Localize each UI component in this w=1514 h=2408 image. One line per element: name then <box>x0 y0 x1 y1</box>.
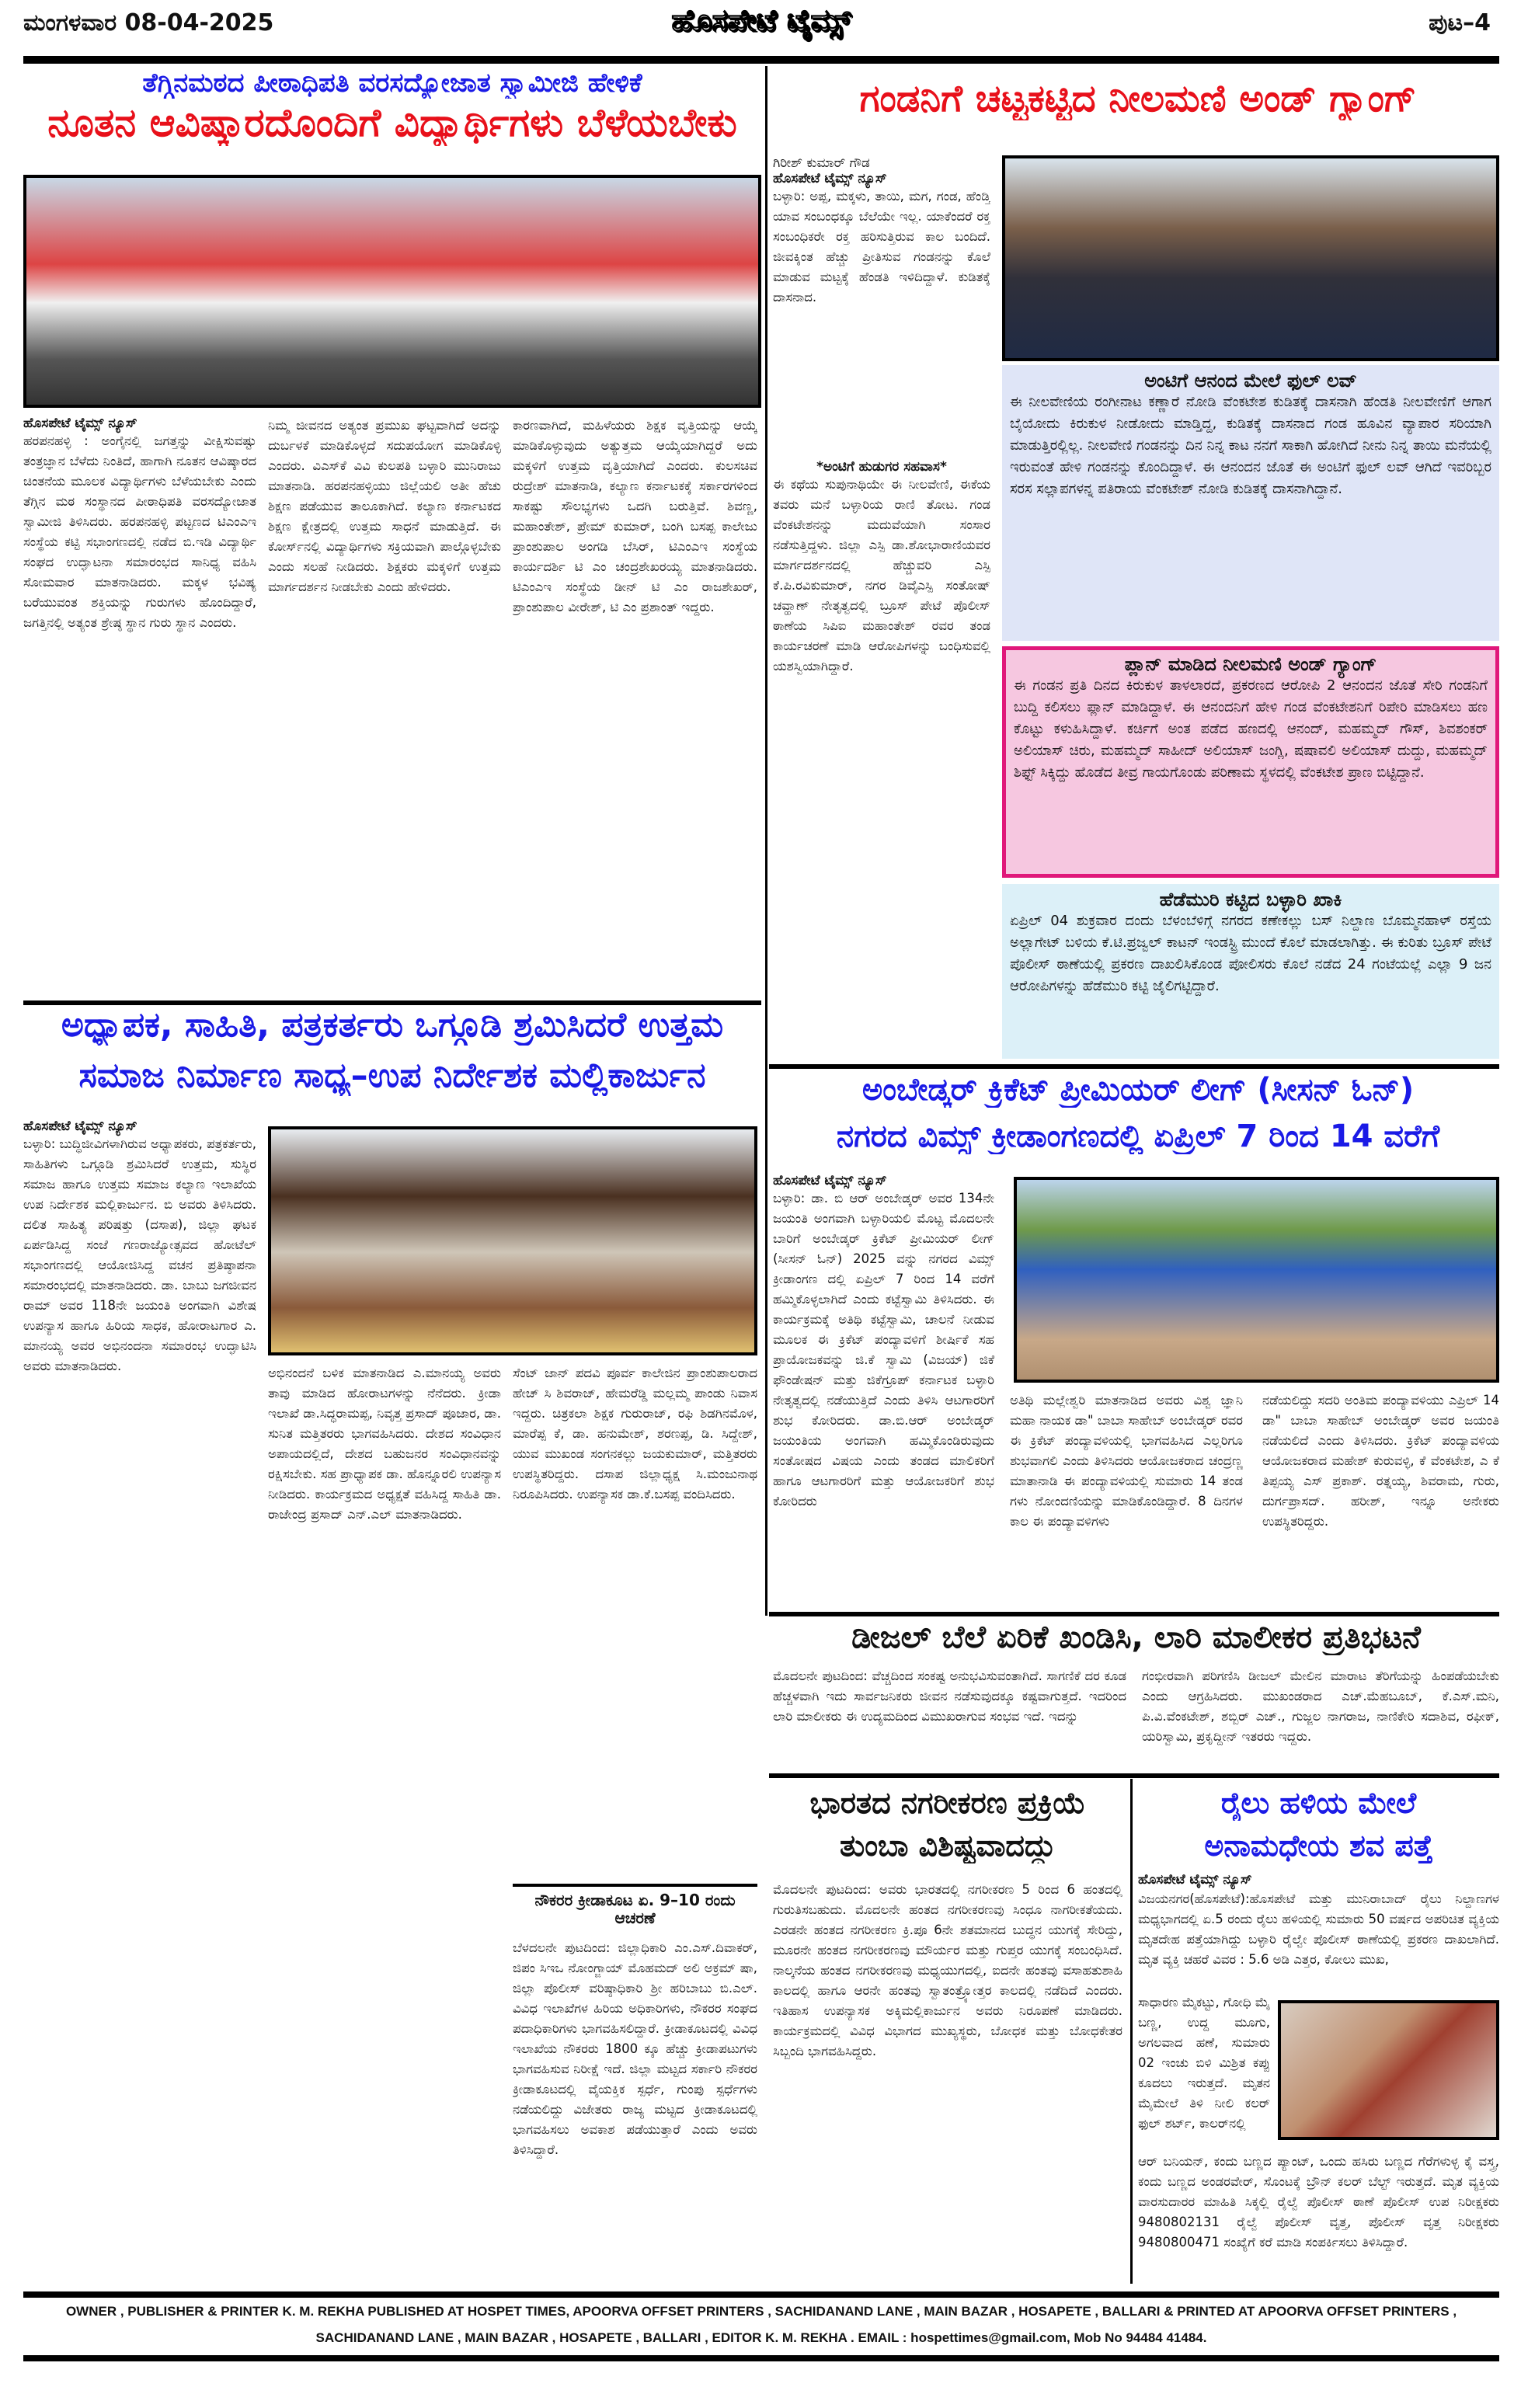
story3-headline-line1: ಅಂಬೇಡ್ಕರ್ ಕ್ರಿಕೆಟ್ ಪ್ರೀಮಿಯರ್ ಲೀಗ್ (ಸೀಸನ್ ಓನ್) <box>861 1072 1415 1108</box>
story1-col1-text: ಹರಪನಹಳ್ಳಿ : ಅಂಗೈನಲ್ಲಿ ಜಗತ್ತನ್ನು ವೀಕ್ಷಿಸುವಷ್ಟು ತಂತ್ರಜ್ಞಾನ ಬೆಳೆದು ನಿಂತಿದೆ, ಹಾಗಾಗಿ ನೂತನ ಆವಿಷ್ಕಾರದ ಚಿಂತನೆಯ ಮೂಲಕ ವಿದ್ಯಾರ್ಥಿಗಳು ಬೆಳೆಯಬೇಕು ಎಂದು ತೆಗ್ಗಿನ ಮಠ ಸಂಸ್ಥಾನದ ಪೀಠಾಧಿಪತಿ ವರಸದ್ಯೋಜಾತ ಸ್ವಾಮೀಜಿ ತಿಳಿಸಿದರು. ಹರಪನಹಳ್ಳಿ ಪಟ್ಟಣದ ಟಿಎಂಎಇ ಸಂಸ್ಥೆಯ ಕಟ್ಟಿ ಸಭಾಂಗಣದಲ್ಲಿ ನಡೆದ ಬಿ.ಇಡಿ ವಿದ್ಯಾರ್ಥಿ ಸಂಘದ ಉದ್ಘಾಟನಾ ಸಮಾರಂಭದ ಸಾನಿಧ್ಯ ವಹಿಸಿ ಸೋಮವಾರ ಮಾತನಾಡಿದರು. ಮಕ್ಕಳ ಭವಿಷ್ಯ ಬರೆಯುವಂತ ಶಕ್ತಿಯನ್ನು ಗುರುಗಳು ಹೊಂದಿದ್ದಾರೆ, ಜಗತ್ತಿನಲ್ಲಿ ಅತ್ಯಂತ ಶ್ರೇಷ್ಠ ಸ್ಥಾನ ಗುರು ಸ್ಥಾನ ಎಂದರು. <box>23 433 256 630</box>
page-number: ಪುಟ–4 <box>1429 9 1491 37</box>
story8-headline-line1: ರೈಲು ಹಳಿಯ ಮೇಲೆ <box>1220 1787 1417 1820</box>
story1-kicker: ತೆಗ್ಗಿನಮಠದ ಪೀಠಾಧಿಪತಿ ವರಸದ್ಯೋಜಾತ ಸ್ವಾಮೀಜಿ ಹೇಳಿಕೆ <box>142 68 642 99</box>
story4-byline: ಹೊಸಪೇಟೆ ಟೈಮ್ಸ್ ನ್ಯೂಸ್ <box>23 1119 137 1134</box>
story3-col2-text: ಅತಿಥಿ ಮಲ್ಲೇಶ್ವರಿ ಮಾತನಾಡಿದ ಅವರು ವಿಶ್ವ ಜ್ಞಾನಿ ಮಹಾ ನಾಯಕ ಡಾ" ಬಾಬಾ ಸಾಹೇಬ್ ಅಂಬೇಡ್ಕರ್ ರವರ ಈ ಕ್ರಿಕೆಟ್ ಪಂದ್ಯಾವಳಿಯಲ್ಲಿ ಭಾಗವಹಿಸಿದ ಎಲ್ಲರಿಗೂ ಶುಭವಾಗಲಿ ಎಂದು ತಿಳಿಸಿದರು ಆಯೋಜಕರಾದ ಚಂದ್ರಣ್ಣ ಮಾತಾನಾಡಿ ಈ ಪಂದ್ಯಾವಳಿಯಲ್ಲಿ ಸುಮಾರು 14 ತಂಡ ಗಳು ನೋಂದಣಿಯನ್ನು ಮಾಡಿಕೊಂಡಿದ್ದಾರೆ. 8 ದಿನಗಳ ಕಾಲ ಈ ಪಂದ್ಯಾವಳಿಗಳು <box>1010 1393 1243 1529</box>
section-rule <box>513 1884 757 1887</box>
story2-body2: ಈ ಕಥೆಯ ಸುಪುನಾಥಿಯೇ ಈ ನೀಲವೇಣಿ, ಈಕೆಯ ತವರು ಮನೆ ಬಳ್ಳಾರಿಯ ರಾಣಿ ತೋಟ. ಗಂಡ ವೆಂಕಟೇಶನನ್ನು ಮದುವೆಯಾಗಿ ಸಂಸಾರ ನಡೆಸುತ್ತಿದ್ದಳು. ಜಿಲ್ಲಾ ಎಸ್ಪಿ ಡಾ.ಶೋಭಾರಾಣಿಯವರ ಮಾರ್ಗದರ್ಶನದಲ್ಲಿ ಹೆಚ್ಚುವರಿ ಎಸ್ಪಿ ಕೆ.ಪಿ.ರವಿಕುಮಾರ್, ನಗರ ಡಿವೈಎಸ್ಪಿ ಸಂತೋಷ್ ಚವ್ಹಾಣ್ ನೇತೃತ್ವದಲ್ಲಿ ಬ್ರೂಸ್ ಪೇಟೆ ಪೊಲೀಸ್ ಠಾಣೆಯ ಸಿಪಿಐ ಮಹಾಂತೇಶ್ ರವರ ತಂಡ ಕಾರ್ಯಚರಣೆ ಮಾಡಿ ಆರೋಪಿಗಳನ್ನು ಬಂಧಿಸುವಲ್ಲಿ ಯಶಸ್ವಿಯಾಗಿದ್ದಾರೆ. <box>773 477 990 673</box>
story3-byline: ಹೊಸಪೇಟೆ ಟೈಮ್ಸ್ ನ್ಯೂಸ್ <box>773 1173 887 1188</box>
story8-headline-line2: ಅನಾಮಧೇಯ ಶವ ಪತ್ತೆ <box>1204 1829 1433 1863</box>
story1-col2-text: ನಿಮ್ಮ ಜೀವನದ ಅತ್ಯಂತ ಪ್ರಮುಖ ಘಟ್ಟವಾಗಿದೆ ಅದನ್ನು ದುರ್ಬಳಕೆ ಮಾಡಿಕೊಳ್ಳದೆ ಸದುಪಯೋಗ ಮಾಡಿಕೊಳ್ಳಿ ಎಂದರು. ವಿಎಸ್‌ಕೆ ವಿವಿ ಕುಲಪತಿ ಬಳ್ಳಾರಿ ಮುನಿರಾಜು ಮಾತನಾಡಿ. ಹರಪನಹಳ್ಳಿಯು ಜಿಲ್ಲೆಯಲಿ ಅತೀ ಹೆಚು ಶಿಕ್ಷಣ ಪಡೆಯುವ ತಾಲೂಕಾಗಿದೆ. ಕಲ್ಯಾಣ ಕರ್ನಾಟಕದ ಶಿಕ್ಷಣ ಕ್ಷೇತ್ರದಲ್ಲಿ ಉತ್ತಮ ಸಾಧನೆ ಮಾಡುತ್ತಿದೆ. ಈ ಕೋರ್ಸ್‌ನಲ್ಲಿ ವಿದ್ಯಾರ್ಥಿಗಳು ಸಕ್ರಿಯವಾಗಿ ಪಾಲ್ಗೊಳ್ಳಬೇಕು ಎಂದು ಸಲಹೆ ನೀಡಿದರು. ಶಿಕ್ಷಕರು ಮಕ್ಕಳಿಗೆ ಉತ್ತಮ ಮಾರ್ಗದರ್ಶನ ನೀಡಬೇಕು ಎಂದು ಹೇಳಿದರು. <box>268 418 501 594</box>
box-love-title: ಅಂಟಿಗೆ ಆನಂದ ಮೇಲೆ ಫುಲ್ ಲವ್ <box>1144 370 1357 391</box>
story6-headline: ಡೀಜಲ್ ಬೆಲೆ ಏರಿಕೆ ಖಂಡಿಸಿ, ಲಾರಿ ಮಾಲೀಕರ ಪ್ರತಿಭಟನೆ <box>851 1620 1421 1655</box>
story4-headline-line1: ಅಧ್ಯಾಪಕ, ಸಾಹಿತಿ, ಪತ್ರಕರ್ತರು ಒಗ್ಗೂಡಿ ಶ್ರಮಿಸಿದರೆ ಉತ್ತಮ <box>61 1006 724 1045</box>
story8-photo <box>1278 2000 1499 2140</box>
footer-line1: OWNER , PUBLISHER & PRINTER K. M. REKHA PUBLISHED AT HOSPET TIMES, APOORVA OFFSET PRINTERS , SACHIDANAND LANE , MAIN BAZAR , HOSAPETE , BALLARI & PRINTED AT APOORVA OFFSET PRINTERS , <box>65 2304 1457 2319</box>
footer-line2: SACHIDANAND LANE , MAIN BAZAR , HOSAPETE , BALLARI , EDITOR K. M. REKHA . EMAIL : hospettimes@gmail.com, Mob No 94484 41484. <box>315 2330 1207 2345</box>
story7-headline-line1: ಭಾರತದ ನಗರೀಕರಣ ಪ್ರಕ್ರಿಯೆ <box>809 1787 1086 1820</box>
box-plan <box>1002 646 1499 878</box>
story5-body: ಬೆಳದಲನೇ ಪುಟದಿಂದ: ಜಿಲ್ಲಾಧಿಕಾರಿ ಎಂ.ಎಸ್.ದಿವಾಕರ್, ಜಿಪಂ ಸಿಇಒ ನೋಂಗ್ಜಾಯ್ ಮೊಹಮದ್ ಅಲಿ ಅಕ್ರಮ್ ಷಾ, ಜಿಲ್ಲಾ ಪೊಲೀಸ್ ವರಿಷ್ಠಾಧಿಕಾರಿ ಶ್ರೀ ಹರಿಬಾಬು ಬಿ.ಎಲ್. ವಿವಿಧ ಇಲಾಖೆಗಳ ಹಿರಿಯ ಅಧಿಕಾರಿಗಳು, ನೌಕರರ ಸಂಘದ ಪದಾಧಿಕಾರಿಗಳು ಭಾಗವಹಿಸಲಿದ್ದಾರೆ. ಕ್ರೀಡಾಕೂಟದಲ್ಲಿ ವಿವಿಧ ಇಲಾಖೆಯ ನೌಕರರು 1800 ಕ್ಕೂ ಹೆಚ್ಚು ಕ್ರೀಡಾಪಟುಗಳು ಭಾಗವಹಿಸುವ ನಿರೀಕ್ಷೆ ಇದೆ. ಜಿಲ್ಲಾ ಮಟ್ಟದ ಸರ್ಕಾರಿ ನೌಕರರ ಕ್ರೀಡಾಕೂಟದಲ್ಲಿ ವೈಯಕ್ತಿಕ ಸ್ಪರ್ಧೆ, ಗುಂಪು ಸ್ಪರ್ಧೆಗಳು ನಡೆಯಲಿದ್ದು ವಿಜೇತರು ರಾಜ್ಯ ಮಟ್ಟದ ಕ್ರೀಡಾಕೂಟದಲ್ಲಿ ಭಾಗವಹಿಸಲು ಅವಕಾಶ ಪಡೆಯುತ್ತಾರೆ ಎಂದು ಅವರು ತಿಳಿಸಿದ್ದಾರೆ. <box>513 1940 757 2157</box>
story2-photo <box>1002 155 1499 361</box>
story8-body-side: ಸಾಧಾರಣ ಮೈಕಟ್ಟು, ಗೋಧಿ ಮೈ ಬಣ್ಣ, ಉದ್ದ ಮೂಗು, ಅಗಲವಾದ ಹಣೆ, ಸುಮಾರು 02 ಇಂಚು ಬಿಳಿ ಮಿಶ್ರಿತ ಕಪ್ಪು ಕೂದಲು ಇರುತ್ತದೆ. ಮೃತನ ಮೈಮೇಲೆ ತಿಳಿ ನೀಲಿ ಕಲರ್ ಫುಲ್ ಶರ್ಟ್, ಕಾಲರ್‌ನಲ್ಲಿ <box>1138 1995 1270 2131</box>
footer-rule-top <box>23 2291 1499 2298</box>
story8-byline: ಹೊಸಪೇಟೆ ಟೈಮ್ಸ್ ನ್ಯೂಸ್ <box>1138 1872 1252 1888</box>
masthead-rule <box>23 56 1499 64</box>
story4-headline-line2: ಸಮಾಜ ನಿರ್ಮಾಣ ಸಾಧ್ಯ–ಉಪ ನಿರ್ದೇಶಕ ಮಲ್ಲಿಕಾರ್ಜುನ <box>78 1056 706 1095</box>
column-divider <box>765 66 767 1072</box>
box-police <box>1002 884 1499 1059</box>
box-love <box>1002 365 1499 641</box>
story7-body: ಮೊದಲನೇ ಪುಟದಿಂದ: ಅವರು ಭಾರತದಲ್ಲಿ ನಗರೀಕರಣ 5 ರಿಂದ 6 ಹಂತದಲ್ಲಿ ಗುರುತಿಸಬಹುದು. ಮೊದಲನೇ ಹಂತದ ನಗರೀಕರಣವು ಸಿಂಧೂ ನಾಗರೀಕತೆಯದು. ಎರಡನೇ ಹಂತದ ನಗರೀಕರಣ ಕ್ರಿ.ಪೂ 6ನೇ ಶತಮಾನದ ಬುದ್ಧನ ಯುಗಕ್ಕೆ ಸೇರಿದ್ದು, ಮೂರನೇ ಹಂತದ ನಗರೀಕರಣವು ಮೌರ್ಯರ ಮತ್ತು ಗುಪ್ತರ ಯುಗಕ್ಕೆ ಸಂಬಂಧಿಸಿದೆ. ನಾಲ್ಕನೆಯ ಹಂತದ ನಗರೀಕರಣವು ಮಧ್ಯಯುಗದಲ್ಲಿ, ಐದನೇ ಹಂತವು ವಸಾಹತುಶಾಹಿ ಕಾಲದಲ್ಲಿ ಹಾಗೂ ಆರನೇ ಹಂತವು ಸ್ವಾತಂತ್ರ್ಯೋತ್ತರ ಕಾಲದಲ್ಲಿ ನಡೆದಿದೆ ಎಂದರು. ಇತಿಹಾಸ ಉಪನ್ಯಾಸಕ ಅಕ್ಕಿಮಲ್ಲಿಕಾರ್ಜುನ ಅವರು ನಿರೂಪಣೆ ಮಾಡಿದರು. ಕಾರ್ಯಕ್ರಮದಲ್ಲಿ ವಿವಿಧ ವಿಭಾಗದ ಮುಖ್ಯಸ್ಥರು, ಬೋಧಕ ಮತ್ತು ಬೋಧಕೇತರ ಸಿಬ್ಬಂದಿ ಭಾಗವಹಿಸಿದ್ದರು. <box>773 1882 1122 2058</box>
issue-date: ಮಂಗಳವಾರ 08-04-2025 <box>23 9 274 37</box>
story3-photo <box>1014 1177 1499 1383</box>
story2-author: ಗಿರೀಶ್ ಕುಮಾರ್ ಗೌಡ <box>773 155 870 171</box>
story4-photo <box>268 1126 757 1355</box>
story2-col <box>773 155 990 933</box>
story8-body-bottom: ಆರ್ ಬನಿಯನ್, ಕಂದು ಬಣ್ಣದ ಪ್ಯಾಂಟ್, ಒಂದು ಹಸಿರು ಬಣ್ಣದ ಗೆರೆಗಳುಳ್ಳ ಕೈ ವಸ್ತ್ರ, ಕಂದು ಬಣ್ಣದ ಅಂಡರವೇರ್, ಸೊಂಟಕ್ಕೆ ಬ್ರೌನ್ ಕಲರ್ ಬೆಲ್ಟ್ ಇರುತ್ತದೆ. ಮೃತ ವ್ಯಕ್ತಿಯ ವಾರಸುದಾರರ ಮಾಹಿತಿ ಸಿಕ್ಕಲ್ಲಿ ರೈಲ್ವೆ ಪೊಲೀಸ್ ಠಾಣೆ ಪೊಲೀಸ್ ಉಪ ನಿರೀಕ್ಷಕರು 9480802131 ರೈಲ್ವೆ ಪೊಲೀಸ್ ವೃತ್ತ, ಪೊಲೀಸ್ ವೃತ್ತ ನಿರೀಕ್ಷಕರು 9480800471 ಸಂಖ್ಯೆಗೆ ಕರೆ ಮಾಡಿ ಸಂಪರ್ಕಿಸಲು ತಿಳಿಸಿದ್ದಾರೆ. <box>1138 2154 1499 2250</box>
story3-col3-text: ನಡೆಯಲಿದ್ದು ಸದರಿ ಅಂತಿಮ ಪಂದ್ಯಾವಳಿಯು ಎಪ್ರಿಲ್ 14 ಡಾ" ಬಾಬಾ ಸಾಹೇಬ್ ಅಂಬೇಡ್ಕರ್ ಅವರ ಜಯಂತಿ ನಡೆಯಲಿದೆ ಎಂದು ತಿಳಿಸಿದರು. ಕ್ರಿಕೆಟ್ ಪಂದ್ಯಾವಳಿಯ ಆಯೋಜಕರಾದ ಮಹೇಶ್ ಕುರುವಳ್ಳಿ, ಕೆ ವೆಂಕಟೇಶ, ಎ ಕೆ ತಿಪ್ಪಯ್ಯ ಎಸ್ ಪ್ರಕಾಶ್. ರತ್ನಯ್ಯ, ಶಿವರಾಮ, ಗುರು, ದುರ್ಗಪ್ರಾಸದ್. ಹರೀಶ್, ಇನ್ನೂ ಅನೇಕರು ಉಪಸ್ಥಿತರಿದ್ದರು. <box>1262 1393 1499 1529</box>
box-plan-body: ಈ ಗಂಡನ ಪ್ರತಿ ದಿನದ ಕಿರುಕುಳ ತಾಳಲಾರದೆ, ಪ್ರಕರಣದ ಆರೋಪಿ 2 ಆನಂದನ ಜೊತೆ ಸೇರಿ ಗಂಡನಿಗೆ ಬುದ್ದಿ ಕಲಿಸಲು ಪ್ಲಾನ್ ಮಾಡಿದ್ದಾಳೆ. ಈ ಆನಂದನಿಗೆ ಹೇಳಿ ಗಂಡ ವೆಂಕಟೇಶನಿಗೆ ರಿಪೇರಿ ಮಾಡಿಸಲು ಹಣ ಕೊಟ್ಟು ಕಳುಹಿಸಿದ್ದಾಳೆ. ಕರ್ಚಿಗೆ ಅಂತ ಪಡೆದ ಹಣದಲ್ಲಿ ಆನಂದ್, ಮಹಮ್ಮದ್ ಗೌಸ್, ಶಿವಶಂಕರ್ ಅಲಿಯಾಸ್ ಚಿರು, ಮಹಮ್ಮದ್ ಸಾಹೀದ್ ಅಲಿಯಾಸ್ ಜಂಗ್ಲಿ, ಷಷಾವಲಿ ಅಲಿಯಾಸ್ ದುದ್ದು, ಮಹಮ್ಮದ್ ಶಿಫ್ಟ್ ಸಿಕ್ಕಿದ್ದು ಹೊಡೆದ ತೀವ್ರ ಗಾಯಗೊಂಡು ಪರಿಣಾಮ ಸ್ಥಳದಲ್ಲಿ ವೆಂಕಟೇಶ ಪ್ರಾಣ ಬಿಟ್ಟಿದ್ದಾನೆ. <box>1014 677 1488 781</box>
box-love-body: ಈ ನೀಲವೇಣಿಯ ರಂಗೀನಾಟ ಕಣ್ಣಾರೆ ನೋಡಿ ವೆಂಕಟೇಶ ಕುಡಿತಕ್ಕೆ ದಾಸನಾಗಿ ಹೆಂಡತಿ ನೀಲವೇಣಿಗೆ ಆಗಾಗ ಬೈಯೋದು ಕಿರುಕುಳ ನೀಡೋದು ಮಾಡ್ತಿದ್ದ, ಕುಡಿತಕ್ಕೆ ದಾಸನಾದ ಗಂಡ ಹೂವಿನ ವ್ಯಾಪಾರ ಸರಿಯಾಗಿ ಮಾಡುತ್ತಿರಲ್ಲಿಲ್ಲ. ನೀಲವೇಣಿ ಗಂಡನನ್ನು ದಿನ ನಿನ್ನ ಕಾಟ ನನಗೆ ಸಾಕಾಗಿ ಹೋಗಿದೆ ನೀನು ನಿನ್ನ ತಾಯಿ ಮನೆಯಲ್ಲಿ ಇರುವಂತೆ ಹೇಳಿ ಗಂಡನನ್ನು ಕೊಂದಿದ್ದಾಳೆ. ಈ ಆನಂದನ ಜೊತೆ ಈ ಅಂಟಿಗೆ ಫುಲ್ ಲವ್ ಆಗಿದೆ ಇವರಿಬ್ಬರ ಸರಸ ಸಲ್ಲಾಪಗಳನ್ನ ಪತಿರಾಯ ವೆಂಕಟೇಶ್ ನೋಡಿ ಕುಡಿತಕ್ಕೆ ದಾಸನಾಗಿದ್ದಾನೆ. <box>1010 394 1491 497</box>
section-rule <box>769 1064 1499 1069</box>
story3-col1 <box>773 1173 994 1608</box>
box-police-title: ಹೆಡೆಮುರಿ ಕಟ್ಟಿದ ಬಳ್ಳಾರಿ ಖಾಕಿ <box>1159 889 1342 910</box>
story1-photo <box>23 175 761 408</box>
story2-body: ಬಳ್ಳಾರಿ: ಅಪ್ಪ, ಮಕ್ಕಳು, ತಾಯಿ, ಮಗ, ಗಂಡ, ಹೆಂಡ್ತಿ ಯಾವ ಸಂಬಂಧಕ್ಕೂ ಬೆಲೆಯೇ ಇಲ್ಲ. ಯಾಕೆಂದರೆ ರಕ್ತ ಸಂಬಂಧಿಕರೇ ರಕ್ತ ಹರಿಸುತ್ತಿರುವ ಕಾಲ ಬಂದಿದೆ. ಜೀವಕ್ಕಿಂತ ಹೆಚ್ಚು ಪ್ರೀತಿಸುವ ಗಂಡನನ್ನು ಕೊಲೆ ಮಾಡುವ ಮಟ್ಟಕ್ಕೆ ಹೆಂಡತಿ ಇಳಿದಿದ್ದಾಳೆ. ಕುಡಿತಕ್ಕೆ ದಾಸನಾದ. <box>773 189 990 304</box>
story2-byline: ಹೊಸಪೇಟೆ ಟೈಮ್ಸ್ ನ್ಯೂಸ್ <box>773 171 887 186</box>
story1-headline: ನೂತನ ಆವಿಷ್ಕಾರದೊಂದಿಗೆ ವಿದ್ಯಾರ್ಥಿಗಳು ಬೆಳೆಯಬೇಕು <box>47 101 737 145</box>
box-plan-title: ಪ್ಲಾನ್ ಮಾಡಿದ ನೀಲಮಣಿ ಅಂಡ್ ಗ್ಯಾಂಗ್ <box>1124 653 1377 675</box>
story3-headline-line2: ನಗರದ ವಿಮ್ಸ್ ಕ್ರೀಡಾಂಗಣದಲ್ಲಿ ಏಪ್ರಿಲ್ 7 ರಿಂದ 14 ವರೆಗೆ <box>836 1119 1440 1154</box>
story1-byline: ಹೊಸಪೇಟೆ ಟೈಮ್ಸ್ ನ್ಯೂಸ್ <box>23 416 137 431</box>
footer-rule-bottom <box>23 2355 1499 2361</box>
newspaper-title: ಹೊಸಪೇಟೆ ಟೈಮ್ಸ್ <box>671 3 851 37</box>
story3-col1-text: ಬಳ್ಳಾರಿ: ಡಾ. ಬಿ ಆರ್ ಅಂಬೇಡ್ಕರ್ ಅವರ 134ನೇ ಜಯಂತಿ ಅಂಗವಾಗಿ ಬಳ್ಳಾರಿಯಲಿ ಮೊಟ್ಟ ಮೊದಲನೇ ಬಾರಿಗೆ ಅಂಬೇಡ್ಕರ್ ಕ್ರಿಕೆಟ್ ಪ್ರೀಮಿಯರ್ ಲೀಗ್ (ಸೀಸನ್ ಓನ್) 2025 ವನ್ನು ನಗರದ ವಿಮ್ಸ್ ಕ್ರೀಡಾಂಗಣ ದಲ್ಲಿ ಏಪ್ರಿಲ್ 7 ರಿಂದ 14 ವರೆಗೆ ಹಮ್ಮಿಕೊಳ್ಳಲಾಗಿದೆ ಎಂದು ಕಟ್ಟೆಸ್ವಾಮಿ ತಿಳಿಸಿದರು. ಈ ಕಾರ್ಯಕ್ರಮಕ್ಕೆ ಅತಿಥಿ ಕಟ್ಟೆಸ್ವಾಮಿ, ಚಾಲನೆ ನೀಡುವ ಮೂಲಕ ಈ ಕ್ರಿಕೆಟ್ ಪಂದ್ಯಾವಳಿಗೆ ಶೀರ್ಷಿಕೆ ಸಹ ಪ್ರಾಯೋಜಕವನ್ನು ಜಿ.ಕೆ ಸ್ವಾಮಿ (ವಿಜಯ್) ಜಿಕೆ ಫೌಂಡೇಷನ್ ಮತ್ತು ಜಿಕೆಗ್ರೂಪ್ ಕರ್ನಾಟಕ ಬಳ್ಳಾರಿ ನೇತೃತ್ವದಲ್ಲಿ ನಡೆಯುತ್ತಿದೆ ಎಂದು ತಿಳಿಸಿ ಆಟಗಾರರಿಗೆ ಶುಭ ಕೋರಿದರು. ಡಾ.ಬಿ.ಆರ್ ಅಂಬೇಡ್ಕರ್ ಜಯಂತಿಯ ಅಂಗವಾಗಿ ಹಮ್ಮಿಕೊಂಡಿರುವುದು ಸಂತೋಷದ ವಿಷಯ ಎಂದು ತಂಡದ ಮಾಲಿಕರಿಗೆ ಹಾಗೂ ಆಟಗಾರರಿಗೆ ಮತ್ತು ಆಯೋಜಕರಿಗೆ ಶುಭ ಕೋರಿದರು <box>773 1191 994 1508</box>
box-police-body: ಏಪ್ರಿಲ್ 04 ಶುಕ್ರವಾರ ದಂದು ಬೆಳಂಬೆಳಿಗ್ಗೆ ನಗರದ ಕಣೇಕಲ್ಲು ಬಸ್ ನಿಲ್ದಾಣ ಬೊಮ್ಮನಹಾಳ್ ರಸ್ತೆಯ ಅಲ್ಲಾಗೇಟ್ ಬಳಿಯ ಕೆ.ಟಿ.ಪ್ರಜ್ವಲ್ ಕಾಟನ್ ಇಂಡಸ್ಟ್ರಿ ಮುಂದೆ ಕೊಲೆ ಮಾಡಲಾಗಿತ್ತು. ಈ ಕುರಿತು ಬ್ರೂಸ್ ಪೇಟೆ ಪೊಲೀಸ್ ಠಾಣೆಯಲ್ಲಿ ಪ್ರಕರಣ ದಾಖಲಿಸಿಕೊಂಡ ಪೋಲಿಸರು ಕೊಲೆ ನಡೆದ 24 ಗಂಟೆಯಲ್ಲೆ ಎಲ್ಲಾ 9 ಜನ ಆರೋಪಿಗಳನ್ನು ಹೆಡೆಮುರಿ ಕಟ್ಟಿ ಜೈಲಿಗಟ್ಟಿದ್ದಾರೆ. <box>1010 913 1491 994</box>
column-divider <box>765 1072 767 1616</box>
section-rule <box>769 1773 1499 1778</box>
story6-col1-text: ಮೊದಲನೇ ಪುಟದಿಂದ: ವೆಚ್ಚದಿಂದ ಸಂಕಷ್ಟ ಅನುಭವಿಸುವಂತಾಗಿದೆ. ಸಾಗಣಿಕೆ ದರ ಕೂಡ ಹೆಚ್ಚಳವಾಗಿ ಇದು ಸಾರ್ವಜನಿಕರು ಜೀವನ ನಡೆಸುವುದಕ್ಕೂ ಕಷ್ಟವಾಗುತ್ತದೆ. ಇದರಿಂದ ಲಾರಿ ಮಾಲೀಕರು ಈ ಉದ್ಯಮದಿಂದ ವಿಮುಖರಾಗುವ ಸಂಭವ ಇದೆ. ಇದನ್ನು <box>773 1669 1126 1724</box>
story8-body-top: ವಿಜಯನಗರ(ಹೊಸಪೇಟೆ):ಹೊಸಪೇಟೆ ಮತ್ತು ಮುನಿರಾಬಾದ್ ರೈಲು ನಿಲ್ದಾಣಗಳ ಮಧ್ಯಭಾಗದಲ್ಲಿ ಏ.5 ರಂದು ರೈಲು ಹಳಿಯಲ್ಲಿ ಸುಮಾರು 50 ವರ್ಷದ ಅಪರಿಚಿತ ವ್ಯಕ್ತಿಯ ಮೃತದೇಹ ಪತ್ತೆಯಾಗಿದ್ದು ಬಳ್ಳಾರಿ ರೈಲ್ವೇ ಪೊಲೀಸ್ ಠಾಣೆಯಲ್ಲಿ ಪ್ರಕರಣ ದಾಖಲಾಗಿದೆ. ಮೃತ ವ್ಯಕ್ತಿ ಚಹರೆ ವಿವರ : 5.6 ಅಡಿ ಎತ್ತರ, ಕೋಲು ಮುಖ, <box>1138 1891 1499 1967</box>
story6-col2-text: ಗಂಭೀರವಾಗಿ ಪರಿಗಣಿಸಿ ಡೀಜಲ್ ಮೇಲಿನ ಮಾರಾಟ ತೆರಿಗೆಯನ್ನು ಹಿಂಪಡೆಯಬೇಕು ಎಂದು ಆಗ್ರಹಿಸಿದರು. ಮುಖಂಡರಾದ ಎಚ್.ಮೆಹಬೂಬ್, ಕೆ.ಎಸ್.ಮನಿ, ಪಿ.ವಿ.ವೆಂಕಟೇಶ್, ಶಬ್ಬಿರ್ ಎಚ್., ಗುಜ್ಜಲ ನಾಗರಾಜ, ನಾಣಿಕೇರಿ ಸದಾಶಿವ, ರಫೀಕ್, ಯರಿಸ್ವಾಮಿ, ಪ್ರಕೃದ್ದೀನ್ ಇತರರು ಇದ್ದರು. <box>1142 1669 1499 1744</box>
section-rule <box>769 1612 1499 1616</box>
story4-col1-text: ಬಳ್ಳಾರಿ: ಬುದ್ಧಿಜೀವಿಗಳಾಗಿರುವ ಅಧ್ಯಾಪಕರು, ಪತ್ರಕರ್ತರು, ಸಾಹಿತಿಗಳು ಒಗ್ಗೂಡಿ ಶ್ರಮಿಸಿದರೆ ಉತ್ತಮ, ಸುಸ್ಥಿರ ಸಮಾಜ ಹಾಗೂ ಉತ್ತಮ ಸಮಾಜ ಕಲ್ಯಾಣ ಇಲಾಖೆಯ ಉಪ ನಿರ್ದೇಶಕ ಮಲ್ಲಿಕಾರ್ಜುನ. ಬಿ ಅವರು ತಿಳಿಸಿದರು. ದಲಿತ ಸಾಹಿತ್ಯ ಪರಿಷತ್ತು (ದಸಾಪ), ಜಿಲ್ಲಾ ಘಟಕ ಏರ್ಪಡಿಸಿದ್ದ ಸಂಜೆ ಗಣರಾಜ್ಯೋತ್ಸವದ ಹೋಟೆಲ್ ಸಭಾಂಗಣದಲ್ಲಿ ಆಯೋಜಿಸಿದ್ದ ವಚನ ಪ್ರತಿಷ್ಠಾಪನಾ ಸಮಾರಂಭದಲ್ಲಿ ಮಾತನಾಡಿದರು. ಡಾ. ಬಾಬು ಜಗಜೀವನ ರಾಮ್ ಅವರ 118ನೇ ಜಯಂತಿ ಅಂಗವಾಗಿ ವಿಶೇಷ ಉಪನ್ಯಾಸ ಹಾಗೂ ಹಿರಿಯ ಸಾಧಕ, ಹೋರಾಟಗಾರ ಎ. ಮಾನಯ್ಯ ಅವರ ಅಭಿನಂದನಾ ಸಮಾರಂಭ ಉದ್ಘಾಟಿಸಿ ಅವರು ಮಾತನಾಡಿದರು. <box>23 1136 256 1373</box>
story1-col1 <box>23 416 256 990</box>
story4-col3-text: ಸೆಂಟ್ ಜಾನ್ ಪದವಿ ಪೂರ್ವ ಕಾಲೇಜಿನ ಪ್ರಾಂಶುಪಾಲರಾದ ಹೇಚ್ ಸಿ ಶಿವರಾಜ್, ಹೇಮರೆಡ್ಡಿ ಮಲ್ಲಮ್ಮ ಪಾಂಡು ನಿವಾಸ ಇದ್ದರು. ಚಿತ್ರಕಲಾ ಶಿಕ್ಷಕ ಗುರುರಾಜ್, ರಫಿ ಶಿಡಗಿನಮೊಳ, ಮಾರೆಪ್ಪ ಕೆ, ಡಾ. ಹನುಮೇಶ್, ಶರಣಪ್ಪ, ಡಿ. ಸಿದ್ದೇಶ್, ಯುವ ಮುಖಂಡ ಸಂಗನಕಲ್ಲು ಜಯಕುಮಾರ್, ಮತ್ತಿತರರು ಉಪಸ್ಥಿತರಿದ್ದರು. ದಸಾಪ ಜಿಲ್ಲಾಧ್ಯಕ್ಷ ಸಿ.ಮಂಜುನಾಥ ನಿರೂಪಿಸಿದರು. ಉಪನ್ಯಾಸಕ ಡಾ.ಕೆ.ಬಸಪ್ಪ ವಂದಿಸಿದರು. <box>513 1366 757 1502</box>
section-rule <box>23 1000 761 1005</box>
column-divider <box>1130 1779 1133 2284</box>
story1-col3-text: ಕಾರಣವಾಗಿದೆ, ಮಹಿಳೆಯರು ಶಿಕ್ಷಕ ವೃತ್ತಿಯನ್ನು ಆಯ್ಕೆ ಮಾಡಿಕೊಳ್ಳುವುದು ಅತ್ಯುತ್ತಮ ಆಯ್ಕೆಯಾಗಿದ್ದರೆ ಅದು ಮಕ್ಕಳಿಗೆ ಉತ್ತಮ ವೃತ್ತಿಯಾಗಿದೆ ಎಂದರು. ಕುಲಸಚಿವ ರುದ್ರೇಶ್ ಮಾತನಾಡಿ, ಕಲ್ಯಾಣ ಕರ್ನಾಟಕಕ್ಕೆ ಸರ್ಕಾರಗಳಿಂದ ಸಾಕಷ್ಟು ಸೌಲಭ್ಯಗಳು ಒದಗಿ ಬರುತ್ತಿವೆ. ಶಿವಣ್ಣ, ಮಹಾಂತೇಶ್, ಪ್ರೇಮ್ ಕುಮಾರ್, ಬಂಗಿ ಬಸಪ್ಪ ಕಾಲೇಜು ಪ್ರಾಂಶುಪಾಲ ಅಂಗಡಿ ಬೆಸಿರ್, ಟಿಎಂಎಇ ಸಂಸ್ಥೆಯ ಕಾರ್ಯದರ್ಶಿ ಟಿ ಎಂ ಚಂದ್ರಶೇಖರಯ್ಯ ಮಾತನಾಡಿದರು. ಟಿಎಂಎಇ ಸಂಸ್ಥೆಯ ಡೀನ್ ಟಿ ಎಂ ರಾಜಶೇಖರ್, ಪ್ರಾಂಶುಪಾಲ ವೀರೇಶ್, ಟಿ ಎಂ ಪ್ರಶಾಂತ್ ಇದ್ದರು. <box>513 418 757 614</box>
story2-headline: ಗಂಡನಿಗೆ ಚಟ್ಟಕಟ್ಟಿದ ನೀಲಮಣಿ ಅಂಡ್ ಗ್ಯಾಂಗ್ <box>859 78 1417 120</box>
story4-col1 <box>23 1119 256 2299</box>
story5-headline: ನೌಕರರ ಕ್ರೀಡಾಕೂಟ ಏ. 9–10 ರಂದು ಆಚರಣೆ <box>534 1891 736 1927</box>
story7-headline-line2: ತುಂಬಾ ವಿಶಿಷ್ಟವಾದದ್ದು <box>839 1829 1056 1863</box>
story4-col2-text: ಅಭಿನಂದನೆ ಬಳಿಕ ಮಾತನಾಡಿದ ಎ.ಮಾನಯ್ಯ ಅವರು ತಾವು ಮಾಡಿದ ಹೋರಾಟಗಳನ್ನು ನೆನೆದರು. ಕ್ರೀಡಾ ಇಲಾಖೆ ಡಾ.ಸಿದ್ಧರಾಮಪ್ಪ, ನಿವೃತ್ತ ಪ್ರಸಾದ್ ಪೂಜಾರ, ಡಾ. ಸುನಿತ ಮತ್ತಿತರರು ಭಾಗವಹಿಸಿದರು. ದೇಶದ ಸಂವಿಧಾನ ಅಪಾಯದಲ್ಲಿದೆ, ದೇಶದ ಬಹುಜನರ ಸಂವಿಧಾನವನ್ನು ರಕ್ಷಿಸಬೇಕು. ಸಹ ಪ್ರಾಧ್ಯಾಪಕ ಡಾ. ಹೊನ್ನೂರಲಿ ಉಪನ್ಯಾಸ ನೀಡಿದರು. ಕಾರ್ಯಕ್ರಮದ ಅಧ್ಯಕ್ಷತೆ ವಹಿಸಿದ್ದ ಸಾಹಿತಿ ಡಾ. ರಾಜೇಂದ್ರ ಪ್ರಸಾದ್ ಎನ್.ಎಲ್ ಮಾತನಾಡಿದರು. <box>268 1366 501 1522</box>
story2-subhead: *ಅಂಟಿಗೆ ಹುಡುಗರ ಸಹವಾಸ* <box>816 459 947 475</box>
